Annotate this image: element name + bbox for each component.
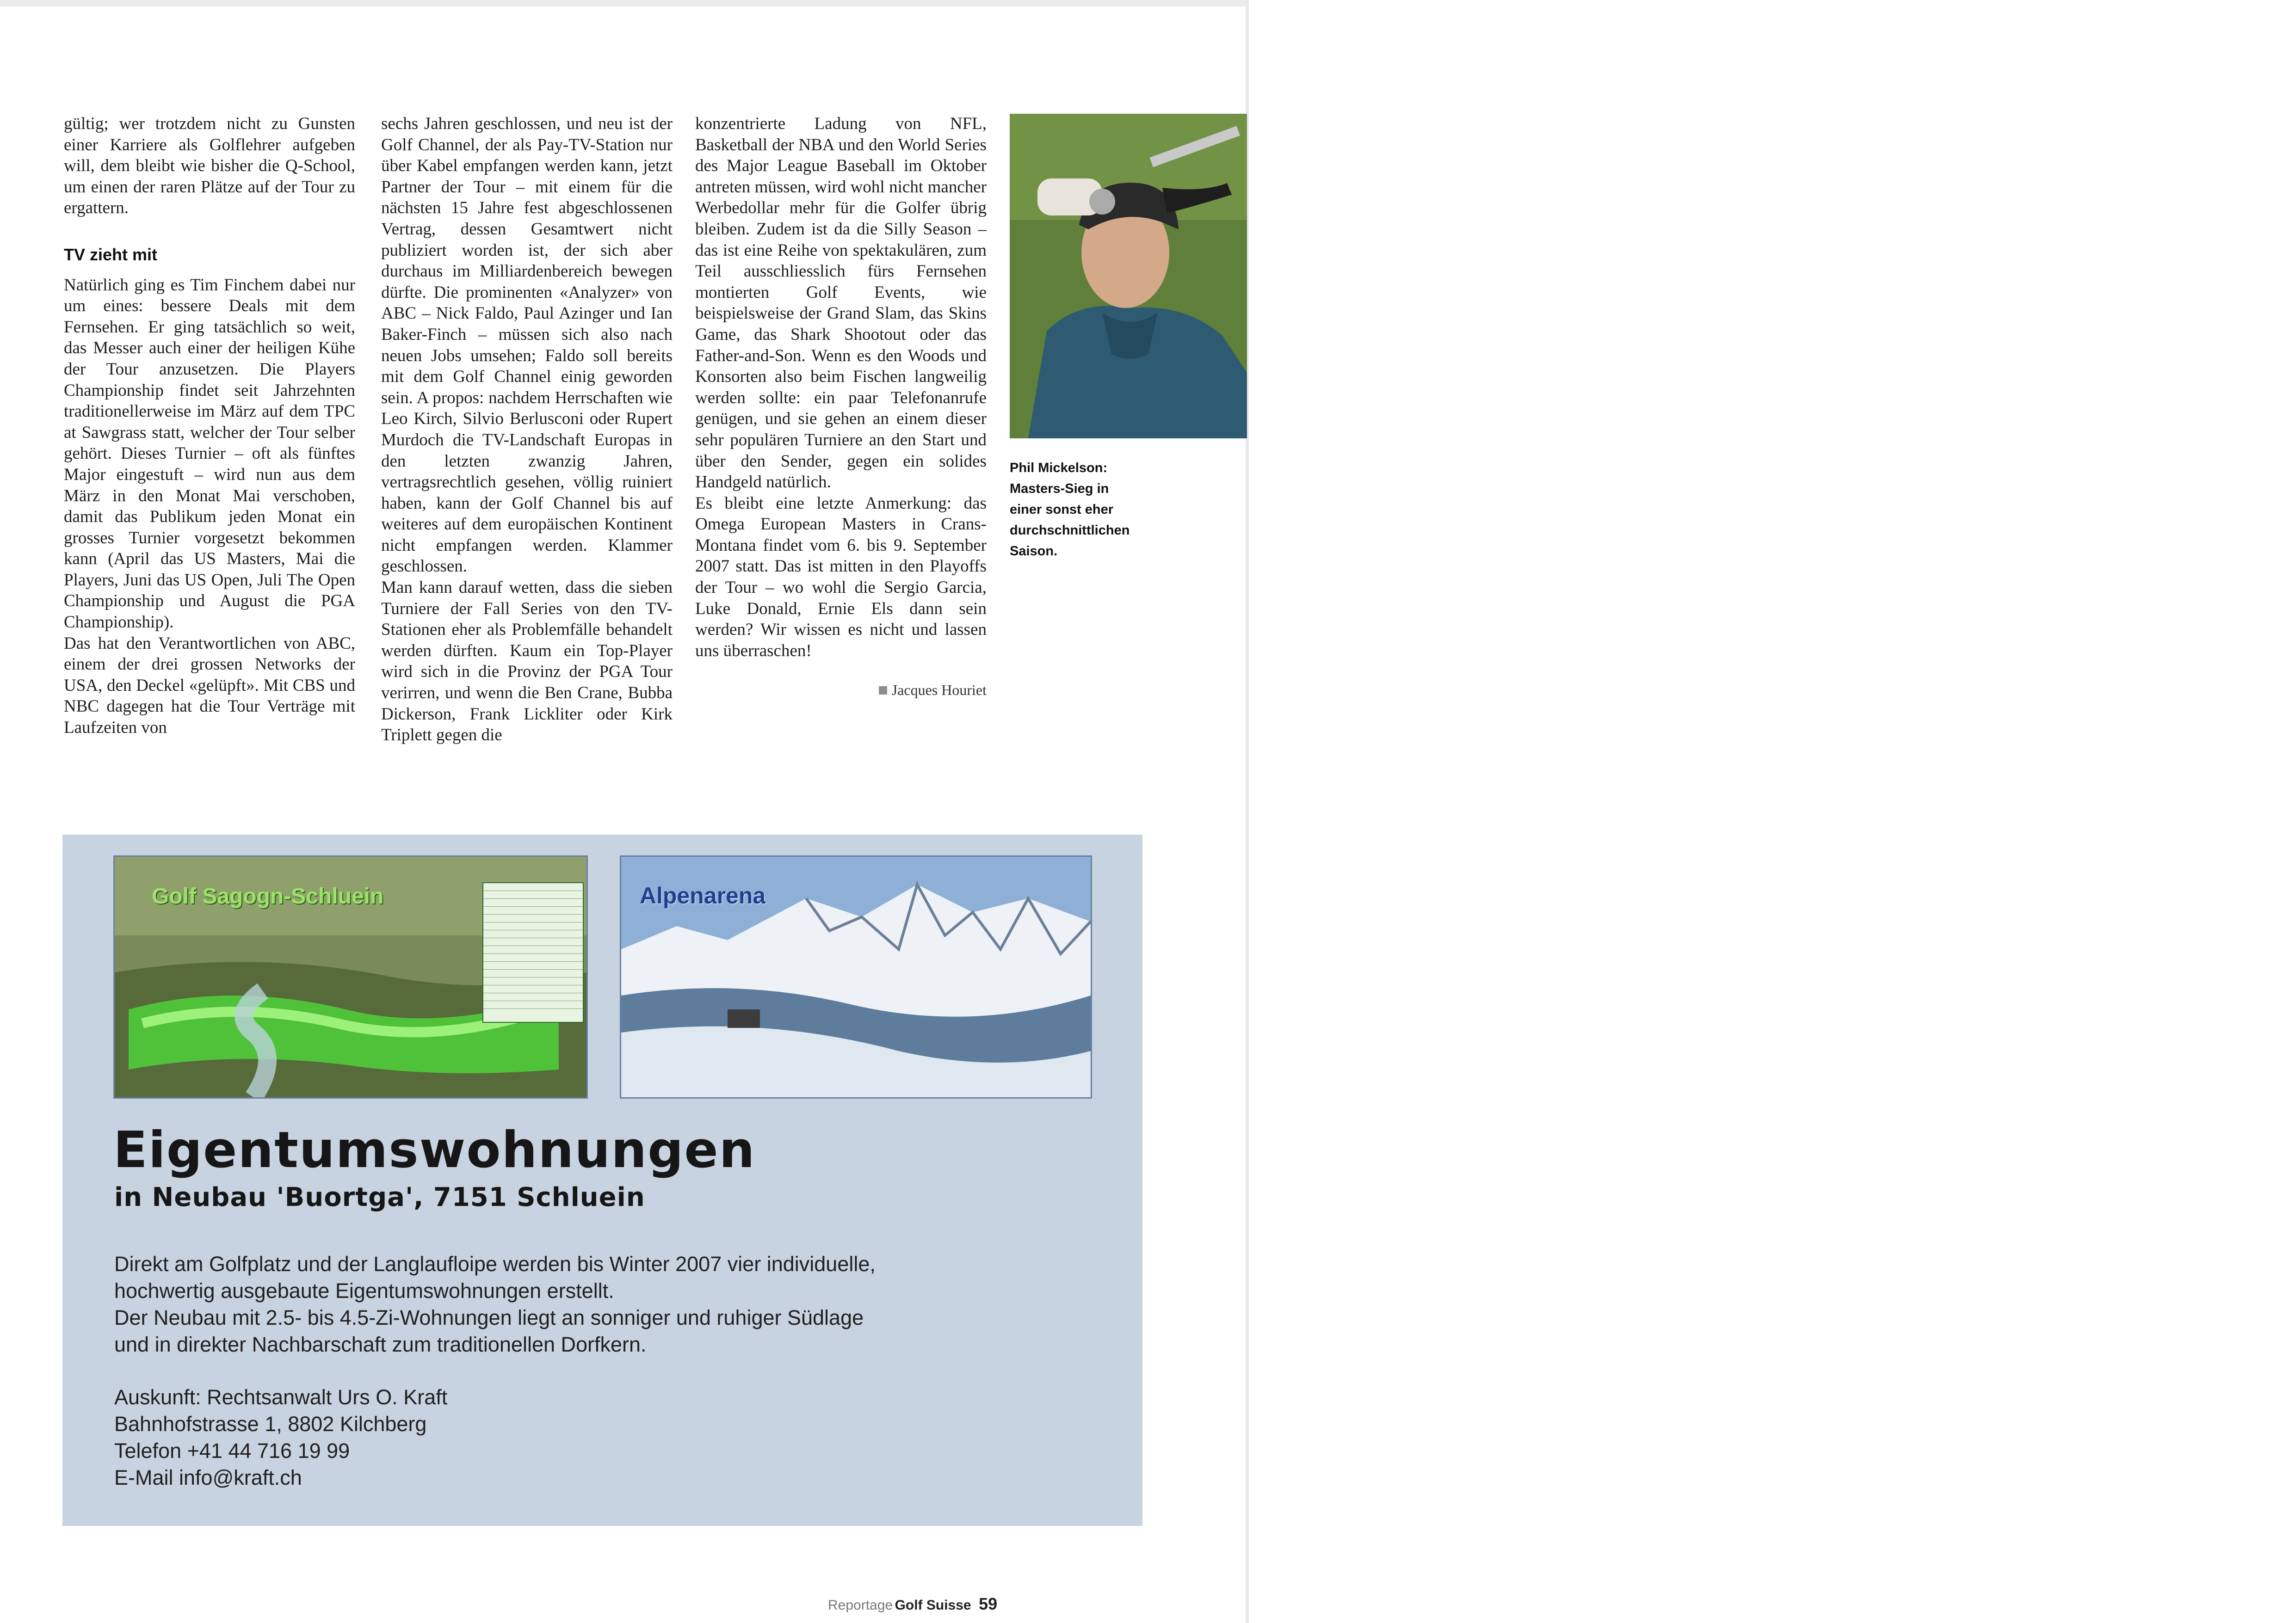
article-subheading: TV zieht mit xyxy=(64,245,158,264)
golf-course-title: Golf Sagogn-Schluein xyxy=(152,884,384,909)
author-line xyxy=(695,680,987,701)
alpine-title: Alpenarena xyxy=(640,883,766,909)
ad-subheadline: in Neubau 'Buortga', 7151 Schluein xyxy=(114,1182,645,1212)
article-paragraph: Es bleibt eine letzte Anmerkung: das Omega European Masters in Crans-Montana findet vom 6. bis 9. September 2007 statt. Das ist mitten in den Playoffs der Tour – wo wohl die Sergio Garcia, Luke Donald, Ernie Els dann sein werden? Wir wissen es nicht und lassen uns überraschen! xyxy=(695,493,987,660)
alpine-panorama-image xyxy=(620,855,1092,1099)
caption-line: Saison. xyxy=(1010,544,1058,559)
footer-section: Reportage xyxy=(828,1598,893,1613)
caption-line: einer sonst eher xyxy=(1010,502,1114,517)
contact-line: Auskunft: Rechtsanwalt Urs O. Kraft xyxy=(114,1385,448,1409)
page-footer xyxy=(828,1594,997,1614)
ad-contact-info xyxy=(114,1384,447,1491)
caption-line: durchschnittlichen xyxy=(1010,523,1130,538)
article-column-3 xyxy=(695,113,987,701)
article-paragraph: Man kann darauf wetten, dass die sieben Turniere der Fall Series von den TV-Stationen eher als Problemfälle behandelt werden dürften. Kaum ein Top-Player wird sich in die Provinz der PGA Tour verirren, und wenn die Ben Crane, Bubba Dickerson, Frank Lickliter oder Kirk Triplett gegen die xyxy=(381,578,673,745)
caption-line: Masters-Sieg in xyxy=(1010,481,1109,496)
article-column-1 xyxy=(64,113,355,738)
scan-edge-top xyxy=(0,0,1249,6)
article-paragraph: gültig; wer trotzdem nicht zu Gunsten einer Karriere als Golflehrer aufgeben will, dem bleibt wie bisher die Q-School, um einen der raren Plätze auf der Tour zu ergattern. xyxy=(64,114,355,218)
caption-line: Phil Mickelson: xyxy=(1010,461,1108,475)
real-estate-advertisement xyxy=(62,835,1142,1526)
blank-area xyxy=(1249,0,2296,1623)
ad-body-line: Der Neubau mit 2.5- bis 4.5-Zi-Wohnungen liegt an sonniger und ruhiger Südlage xyxy=(114,1306,864,1329)
article-column-2 xyxy=(381,113,673,746)
scorecard-graphic xyxy=(482,882,584,1023)
photo-caption xyxy=(1010,458,1148,562)
contact-line: E-Mail info@kraft.ch xyxy=(114,1466,302,1489)
golf-course-map-image xyxy=(113,855,588,1099)
golfer-illustration xyxy=(1010,114,1247,438)
contact-line: Bahnhofstrasse 1, 8802 Kilchberg xyxy=(114,1412,427,1436)
footer-magazine: Golf Suisse xyxy=(895,1598,971,1613)
ad-body-line: Direkt am Golfplatz und der Langlaufloipe werden bis Winter 2007 vier individuelle, xyxy=(114,1252,876,1276)
article-paragraph: konzentrierte Ladung von NFL, Basketball der NBA und den World Series des Major League Baseball im Oktober antreten müssen, wird wohl nicht mancher Werbedollar mehr für die Golfer übrig bleiben. Zudem ist da die Silly Season – das ist eine Reihe von spektakulären, zum Teil ausschliesslich fürs Fernsehen montierten Golf Events, wie beispielsweise der Grand Slam, das Skins Game, das Shark Shootout oder das Father-and-Son. Wenn es den Woods und Konsorten also beim Fischen langweilig werden sollte: ein paar Telefonanrufe genügen, und sie gehen an einem dieser sehr populären Turniere an den Start und über den Sender, gegen ein solides Handgeld natürlich. xyxy=(695,114,987,492)
contact-line: Telefon +41 44 716 19 99 xyxy=(114,1439,350,1463)
ad-body-line: hochwertig ausgebaute Eigentumswohnungen erstellt. xyxy=(114,1279,614,1303)
ad-headline: Eigentumswohnungen xyxy=(113,1121,756,1179)
article-paragraph: Natürlich ging es Tim Finchem dabei nur um eines: bessere Deals mit dem Fernsehen. Er ging tatsächlich so weit, das Messer auch einer der heiligen Kühe der Tour anzusetzen. Die Players Championship findet seit Jahrzehnten traditionellerweise im März auf dem TPC at Sawgrass statt, welcher der Tour selber gehört. Dieses Turnier – oft als fünftes Major eingestuft – wird nun aus dem März in den Monat Mai verschoben, damit das Publikum jeden Monat ein grosses Turnier vorgesetzt bekommen kann (April das US Masters, Mai die Players, Juni das US Open, Juli The Open Championship und August die PGA Championship). xyxy=(64,275,355,632)
author-name: Jacques Houriet xyxy=(891,682,987,699)
golfer-photo xyxy=(1010,114,1247,438)
page-number: 59 xyxy=(979,1594,998,1613)
ad-description xyxy=(114,1251,1109,1358)
article-paragraph: Das hat den Verantwortlichen von ABC, einem der drei grossen Networks der USA, den Deckel «gelüpft». Mit CBS und NBC dagegen hat die Tour Verträge mit Laufzeiten von xyxy=(64,633,355,738)
article-paragraph: sechs Jahren geschlossen, und neu ist der Golf Channel, der als Pay-TV-Station nur über Kabel empfangen werden kann, jetzt Partner der Tour – mit einem für die nächsten 15 Jahre fest abgeschlossenen Vertrag, dessen Gesamtwert nicht publiziert worden ist, der sich aber durchaus im Milliardenbereich bewegen dürfte. Die prominenten «Analyzer» von ABC – Nick Faldo, Paul Azinger und Ian Baker-Finch – müssen sich also nach neuen Jobs umsehen; Faldo soll bereits mit dem Golf Channel einig geworden sein. A propos: nachdem Herrschaften wie Leo Kirch, Silvio Berlusconi oder Rupert Murdoch die TV-Landschaft Europas in den letzten zwanzig Jahren, vertragsrechtlich gesehen, völlig ruiniert haben, kann der Golf Channel bis auf weiteres auf dem europäischen Kontinent nicht empfangen werden. Klammer geschlossen. xyxy=(381,114,673,576)
square-bullet-icon xyxy=(879,686,887,695)
ad-body-line: und in direkter Nachbarschaft zum traditionellen Dorfkern. xyxy=(114,1333,647,1356)
